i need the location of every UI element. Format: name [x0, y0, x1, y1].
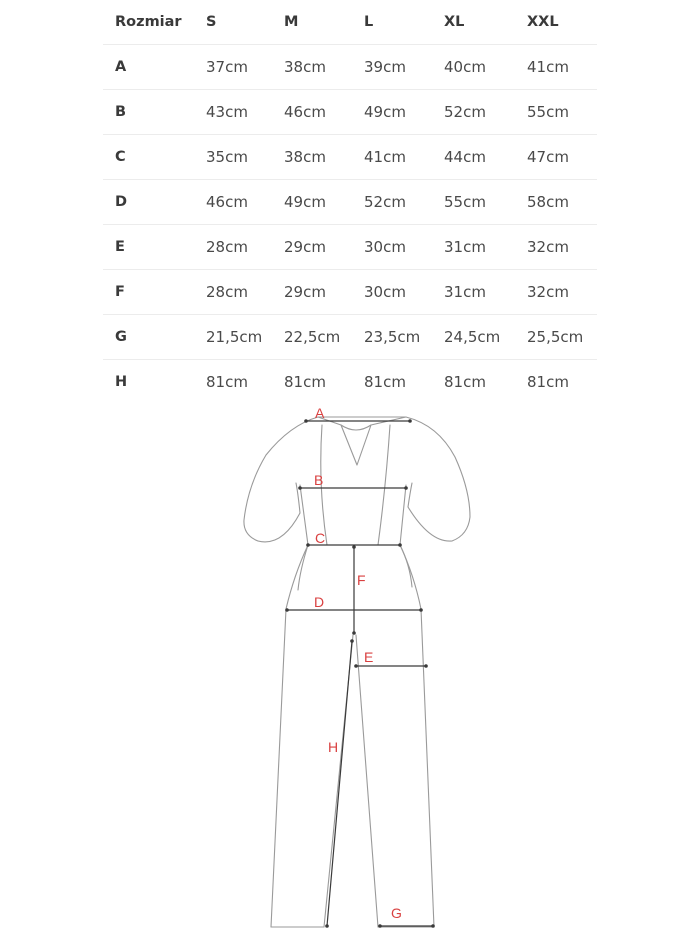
size-table	[103, 0, 597, 404]
table-cell: 39cm	[364, 58, 406, 76]
table-cell: 46cm	[284, 103, 326, 121]
measure-label-c: C	[315, 530, 326, 546]
table-header-row	[103, 0, 597, 45]
row-label: H	[115, 374, 128, 390]
table-cell: 38cm	[284, 58, 326, 76]
table-cell: 23,5cm	[364, 328, 421, 346]
table-cell: 58cm	[527, 193, 569, 211]
table-cell: 41cm	[527, 58, 569, 76]
table-cell: 28cm	[206, 238, 248, 256]
measure-label-g: G	[391, 905, 402, 921]
table-cell: 55cm	[527, 103, 569, 121]
table-cell: 49cm	[364, 103, 406, 121]
table-cell: 38cm	[284, 148, 326, 166]
left-sleeve-cuff	[258, 513, 300, 542]
table-cell: 55cm	[444, 193, 486, 211]
left-sleeve-outer	[244, 417, 318, 541]
table-cell: 25,5cm	[527, 328, 584, 346]
row-label: E	[115, 239, 125, 255]
row-label: D	[115, 194, 128, 210]
table-cell: 21,5cm	[206, 328, 263, 346]
table-cell: 47cm	[527, 148, 569, 166]
row-label: G	[115, 329, 127, 345]
measure-label-d: D	[314, 594, 325, 610]
table-cell: 46cm	[206, 193, 248, 211]
table-cell: 81cm	[364, 373, 406, 391]
row-label: F	[115, 284, 125, 300]
table-cell: 31cm	[444, 283, 486, 301]
table-cell: 41cm	[364, 148, 406, 166]
table-cell: 32cm	[527, 238, 569, 256]
table-cell: 81cm	[206, 373, 248, 391]
table-row	[103, 180, 597, 225]
v-neck	[341, 425, 371, 465]
table-cell: 24,5cm	[444, 328, 501, 346]
table-cell: 52cm	[444, 103, 486, 121]
table-cell: 81cm	[444, 373, 486, 391]
table-cell: 40cm	[444, 58, 486, 76]
header-size-label: Rozmiar	[115, 14, 182, 30]
table-cell: 32cm	[527, 283, 569, 301]
measure-label-h: H	[328, 739, 339, 755]
measure-label-b: B	[314, 472, 324, 488]
jumpsuit-measurement-diagram	[0, 395, 700, 933]
table-cell: 29cm	[284, 283, 326, 301]
table-row	[103, 270, 597, 315]
table-row	[103, 45, 597, 90]
table-row	[103, 135, 597, 180]
header-size-xl: XL	[444, 14, 465, 30]
measure-line-h	[327, 641, 352, 926]
table-cell: 37cm	[206, 58, 248, 76]
jumpsuit-outline-drawing	[0, 395, 700, 933]
measure-label-f: F	[357, 572, 366, 588]
header-size-l: L	[364, 14, 374, 30]
right-leg-outer	[421, 609, 434, 927]
table-row	[103, 315, 597, 360]
header-size-s: S	[206, 14, 217, 30]
row-label: C	[115, 149, 126, 165]
table-cell: 81cm	[284, 373, 326, 391]
right-leg-inner	[356, 635, 378, 927]
table-cell: 43cm	[206, 103, 248, 121]
header-size-m: M	[284, 14, 299, 30]
table-cell: 81cm	[527, 373, 569, 391]
table-row	[103, 225, 597, 270]
row-label: A	[115, 59, 127, 75]
table-cell: 28cm	[206, 283, 248, 301]
left-leg-outer	[271, 609, 286, 927]
right-sleeve-cuff	[408, 507, 452, 541]
table-cell: 35cm	[206, 148, 248, 166]
bodice-left	[300, 485, 308, 545]
row-label: B	[115, 104, 127, 120]
bodice-right	[400, 485, 406, 545]
table-cell: 52cm	[364, 193, 406, 211]
table-cell: 31cm	[444, 238, 486, 256]
header-size-xxl: XXL	[527, 14, 559, 30]
table-cell: 29cm	[284, 238, 326, 256]
table-cell: 30cm	[364, 283, 406, 301]
measure-label-a: A	[315, 405, 325, 421]
table-cell: 30cm	[364, 238, 406, 256]
table-cell: 44cm	[444, 148, 486, 166]
measure-label-e: E	[364, 649, 374, 665]
table-cell: 22,5cm	[284, 328, 341, 346]
table-cell: 49cm	[284, 193, 326, 211]
right-sleeve-outer	[406, 417, 470, 541]
table-row	[103, 90, 597, 135]
